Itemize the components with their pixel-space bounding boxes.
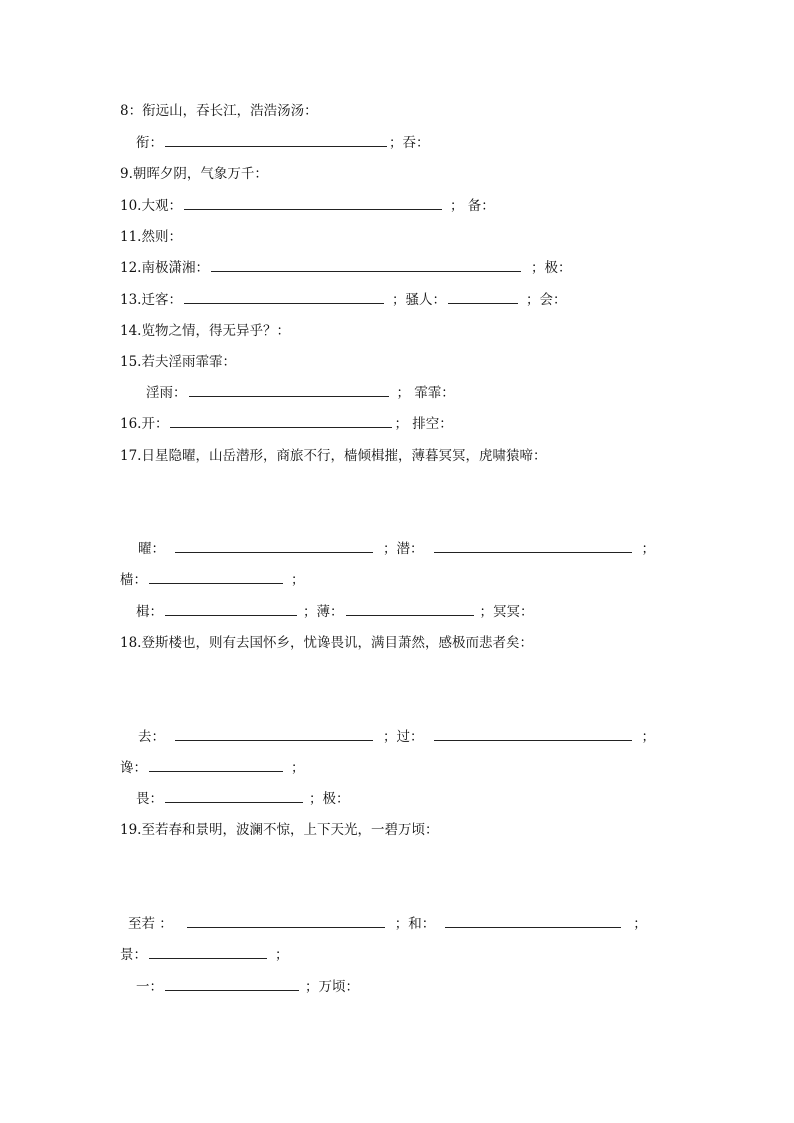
question-19-answers-row1 (128, 915, 647, 933)
answer-blank[interactable] (448, 291, 518, 304)
answer-blank[interactable] (175, 540, 373, 553)
question-19-answers-row3 (136, 978, 359, 996)
answer-label: ；潜： (383, 541, 424, 557)
answer-blank[interactable] (165, 603, 297, 616)
answer-label: ；和： (394, 916, 436, 932)
answer-label: ； (275, 947, 289, 963)
answer-label: ；薄： (303, 604, 344, 620)
question-17-answers-row2 (120, 571, 305, 589)
answer-label: ；过： (383, 729, 424, 745)
question-19 (120, 821, 438, 839)
answer-blank[interactable] (165, 134, 387, 147)
question-15-answers (146, 384, 455, 402)
question-14 (120, 322, 290, 340)
answer-label: ；冥冥： (479, 604, 534, 620)
answer-label: ； 备： (449, 198, 495, 214)
question-18-answers-row1 (138, 728, 655, 746)
question-19-answers-row2 (120, 946, 289, 964)
answer-label: 去： (138, 729, 165, 745)
question-19-text: 19.至若春和景明，波澜不惊，上下天光，一碧万顷： (120, 822, 439, 838)
answer-label: ；极： (530, 260, 572, 276)
answer-blank[interactable] (170, 415, 392, 428)
answer-label: 谗： (120, 760, 147, 776)
answer-label: 16.开： (120, 416, 169, 432)
question-18-answers-row2 (120, 759, 305, 777)
question-13 (120, 291, 566, 309)
answer-label: 楫： (136, 604, 163, 620)
answer-blank[interactable] (187, 915, 385, 928)
answer-blank[interactable] (189, 384, 389, 397)
question-15-text: 15.若夫淫雨霏霏： (120, 354, 236, 370)
answer-label: 一： (136, 979, 163, 995)
answer-label: ； 排空： (394, 416, 453, 432)
question-9-text: 9.朝晖夕阴，气象万千： (120, 166, 268, 182)
answer-blank[interactable] (149, 759, 283, 772)
question-14-text: 14.览物之情，得无异乎？： (120, 323, 290, 339)
answer-label: ； (633, 916, 647, 932)
question-16 (120, 415, 453, 433)
answer-label: ；极： (309, 791, 350, 807)
answer-label: 曜： (138, 541, 165, 557)
question-10 (120, 197, 495, 215)
answer-blank[interactable] (149, 571, 283, 584)
answer-label: 景： (120, 947, 147, 963)
answer-blank[interactable] (149, 946, 267, 959)
answer-label: ；骚人： (391, 292, 446, 308)
question-17-answers-row1 (138, 540, 655, 558)
answer-label: ；万顷： (305, 979, 359, 995)
question-8-text: 8：衔远山，吞长江，浩浩汤汤： (120, 103, 318, 119)
question-18-answers-row3 (136, 790, 350, 808)
question-18-text: 18.登斯楼也，则有去国怀乡，忧谗畏讥，满目萧然，感极而悲者矣： (120, 635, 533, 651)
answer-label: 衔： (136, 135, 163, 151)
answer-label: 淫雨： (146, 385, 187, 401)
answer-label: 13.迁客： (120, 292, 182, 308)
answer-label: ；会： (525, 292, 567, 308)
answer-blank[interactable] (184, 197, 442, 210)
answer-blank[interactable] (445, 915, 621, 928)
answer-blank[interactable] (434, 728, 632, 741)
answer-label: ； (641, 541, 655, 557)
question-17-answers-row3 (136, 603, 534, 621)
question-17 (120, 447, 546, 465)
answer-label: ； (291, 760, 305, 776)
answer-blank[interactable] (165, 978, 299, 991)
question-18 (120, 634, 533, 652)
question-12 (120, 259, 571, 277)
answer-label: 10.大观： (120, 198, 182, 214)
answer-label: ；吞： (389, 135, 430, 151)
answer-blank[interactable] (434, 540, 632, 553)
question-17-text: 17.日星隐曜，山岳潜形，商旅不行，樯倾楫摧，薄暮冥冥，虎啸猿啼： (120, 448, 547, 464)
answer-blank[interactable] (346, 603, 474, 616)
answer-label: ； (641, 729, 655, 745)
question-8 (120, 102, 318, 120)
answer-label: 樯： (120, 572, 147, 588)
answer-label: 畏： (136, 791, 163, 807)
answer-blank[interactable] (175, 728, 373, 741)
answer-label: ； (291, 572, 305, 588)
question-15 (120, 353, 236, 371)
answer-label: ； 霏霏： (396, 385, 455, 401)
answer-label: 12.南极潇湘： (120, 260, 209, 276)
answer-blank[interactable] (184, 291, 384, 304)
question-9 (120, 165, 268, 183)
answer-blank[interactable] (211, 259, 521, 272)
answer-blank[interactable] (165, 790, 303, 803)
question-11 (120, 228, 182, 246)
question-11-text: 11.然则： (120, 229, 182, 245)
answer-label: 至若 ： (128, 916, 173, 932)
question-8-answers (136, 134, 430, 152)
